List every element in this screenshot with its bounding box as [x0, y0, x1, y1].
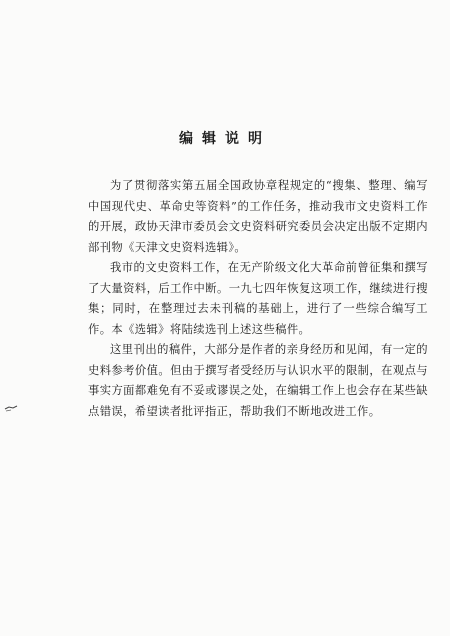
paragraph-2: 我市的文史资料工作，在无产阶级文化大革命前曾征集和撰写了大量资料，后工作中断。一九七四年恢复这项工作，继续进行搜集；同时，在整理过去未刊稿的基础上，进行了一些综合编写工作。本《选辑》将陆续选刊上述这些稿件。 — [88, 261, 428, 336]
body-text — [88, 176, 428, 422]
margin-pencil-mark — [4, 404, 18, 412]
page-title: 编辑说明 — [179, 131, 271, 147]
paragraph-3: 这里刊出的稿件，大部分是作者的亲身经历和见闻，有一定的史料参考价值。但由于撰写者受经历与认识水平的限制，在观点与事实方面都难免有不妥或谬误之处，在编辑工作上也会存在某些缺点错误，希望读者批评指正，帮助我们不断地改进工作。 — [88, 343, 428, 418]
paragraph-1: 为了贯彻落实第五届全国政协章程规定的“搜集、整理、编写中国现代史、革命史等资料”的工作任务，推动我市文史资料工作的开展，政协天津市委员会文史资料研究委员会决定出版不定期内部刊物《天津文史资料选辑》。 — [88, 179, 428, 254]
